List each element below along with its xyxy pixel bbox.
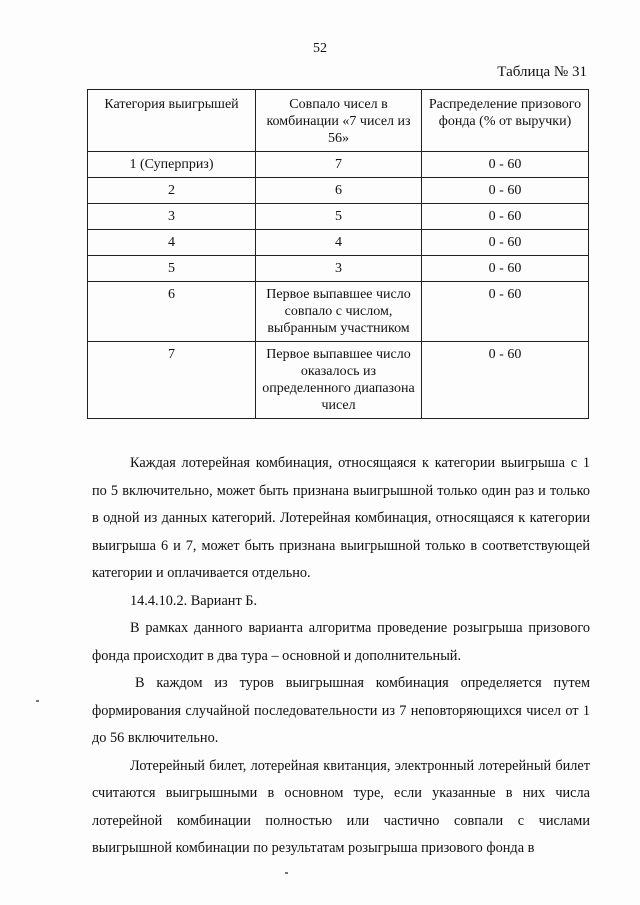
cell-distribution: 0 - 60 [422,256,589,282]
cell-distribution: 0 - 60 [422,152,589,178]
cell-distribution: 0 - 60 [422,204,589,230]
table-row [88,256,589,282]
scan-speck [285,872,288,874]
cell-distribution: 0 - 60 [422,178,589,204]
header-prize-distribution: Распределение призового фонда (% от выручки) [422,90,589,152]
table-row [88,342,589,419]
body-text [92,450,590,863]
table-caption: Таблица № 31 [497,64,587,80]
cell-category: 5 [88,256,256,282]
cell-category: 3 [88,204,256,230]
cell-matched: 6 [256,178,422,204]
cell-matched: 5 [256,204,422,230]
scan-speck [36,700,39,702]
section-heading: 14.4.10.2. Вариант Б. [130,592,258,609]
table-row [88,282,589,342]
cell-category: 1 (Суперприз) [88,152,256,178]
cell-distribution: 0 - 60 [422,230,589,256]
paragraph: В рамках данного варианта алгоритма проведение розыгрыша призового фонда происходит в два тура – основной и дополнительный. [92,620,590,664]
cell-category: 2 [88,178,256,204]
cell-matched: 7 [256,152,422,178]
cell-matched: 4 [256,230,422,256]
table-row [88,230,589,256]
cell-matched: Первое выпавшее число совпало с числом, выбранным участником [256,282,422,342]
header-matched-numbers: Совпало чисел в комбинации «7 чисел из 56» [256,90,422,152]
prize-distribution-table [87,89,589,419]
cell-category: 4 [88,230,256,256]
table-row [88,152,589,178]
cell-distribution: 0 - 60 [422,282,589,342]
table-row [88,204,589,230]
table-row [88,178,589,204]
paragraph: Каждая лотерейная комбинация, относящаяся к категории выигрыша с 1 по 5 включительно, может быть признана выигрышной только один раз и только в одной из данных категорий. Лотерейная комбинация, относящаяся к категории выигрыша 6 и 7, может быть признана выигрышной только в соответствующей категории и оплачивается отдельно. [92,455,590,581]
paragraph: В каждом из туров выигрышная комбинация определяется путем формирования случайной последовательности из 7 неповторяющихся чисел от 1 до 56 включительно. [92,675,590,746]
cell-category: 7 [88,342,256,419]
paragraph: Лотерейный билет, лотерейная квитанция, электронный лотерейный билет считаются выигрышными в основном туре, если указанные в них числа лотерейной комбинации полностью или частично совпали с числами выигрышной комбинации по результатам розыгрыша призового фонда в [92,757,590,856]
cell-distribution: 0 - 60 [422,342,589,419]
header-category: Категория выигрышей [88,90,256,152]
cell-category: 6 [88,282,256,342]
cell-matched: Первое выпавшее число оказалось из определенного диапазона чисел [256,342,422,419]
table-header-row [88,90,589,152]
page-number: 52 [313,41,327,56]
cell-matched: 3 [256,256,422,282]
